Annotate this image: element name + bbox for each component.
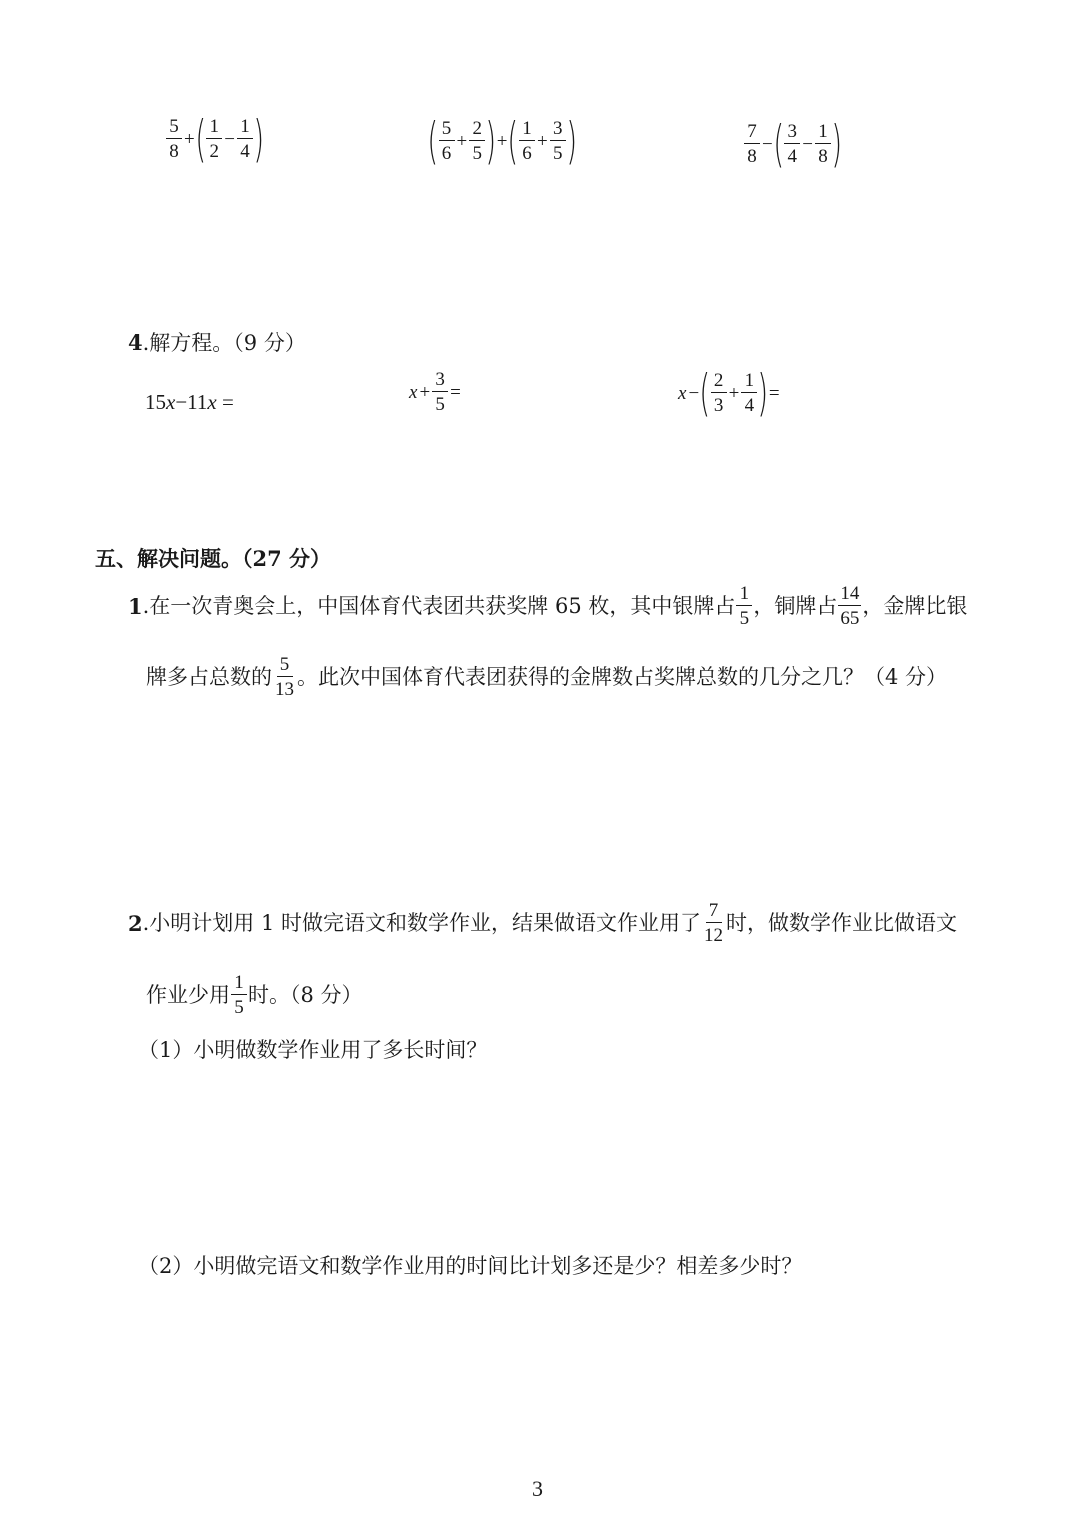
calc-expression-1: $\frac{5}{8}$ +( $\frac{1}{2}$ − $\frac{1}{4}$ ) xyxy=(165,114,263,164)
fraction: $\frac{5}{6}$ xyxy=(439,119,455,163)
question-2-line-1: 2.小明计划用 1 时做完语文和数学作业，结果做语文作业用了 $\frac{7}{12}$ 时，做数学作业比做语文 xyxy=(128,900,958,946)
equation-2: x + $\frac{3}{5}$ = xyxy=(409,369,461,415)
fraction: $\frac{5}{8}$ xyxy=(166,117,182,161)
section-5-heading: 五、解决问题。（27 分） xyxy=(95,546,332,571)
equation-3: x −( $\frac{2}{3}$ + $\frac{1}{4}$ )= xyxy=(678,364,780,422)
fraction: $\frac{1}{4}$ xyxy=(741,371,757,415)
left-paren: ( xyxy=(195,110,206,168)
right-paren: ) xyxy=(566,112,577,170)
equation-1: 15x−11x = xyxy=(145,390,234,414)
question-2-sub-1: （1）小明做数学作业用了多长时间？ xyxy=(138,1038,488,1062)
right-paren: ) xyxy=(831,115,843,173)
fraction: $\frac{5}{13}$ xyxy=(275,654,294,700)
left-paren: ( xyxy=(427,112,439,170)
left-paren: ( xyxy=(507,112,519,170)
fraction: $\frac{1}{8}$ xyxy=(815,122,831,166)
right-paren: ) xyxy=(253,110,265,168)
fraction: $\frac{14}{65}$ xyxy=(840,583,860,629)
fraction: $\frac{1}{6}$ xyxy=(519,119,535,163)
fraction: $\frac{7}{12}$ xyxy=(704,900,724,946)
page-number: 3 xyxy=(532,1476,543,1501)
left-paren: ( xyxy=(699,364,711,422)
fraction: $\frac{1}{5}$ xyxy=(231,973,247,1017)
fraction: $\frac{3}{5}$ xyxy=(550,119,566,163)
fraction: $\frac{7}{8}$ xyxy=(744,122,760,166)
fraction: $\frac{2}{5}$ xyxy=(469,119,485,163)
right-paren: ) xyxy=(757,364,769,422)
fraction: $\frac{3}{5}$ xyxy=(432,370,448,414)
fraction: $\frac{2}{3}$ xyxy=(711,371,727,415)
fraction: $\frac{1}{4}$ xyxy=(237,117,253,161)
fraction: $\frac{1}{2}$ xyxy=(206,117,222,161)
section-4-heading: 4.解方程。（9 分） xyxy=(128,330,306,355)
left-paren: ( xyxy=(773,115,784,173)
question-1-line-1: 1.在一次青奥会上，中国体育代表团共获奖牌 65 枚，其中银牌占 $\frac{1}{5}$ ，铜牌占 $\frac{14}{65}$ ，金牌比银 xyxy=(128,583,968,629)
question-2-line-2: 作业少用 $\frac{1}{5}$ 时。（8 分） xyxy=(146,972,363,1018)
fraction: $\frac{1}{5}$ xyxy=(736,584,752,628)
right-paren: ) xyxy=(485,112,497,170)
question-1-line-2: 牌多占总数的 $\frac{5}{13}$ 。此次中国体育代表团获得的金牌数占奖牌总数的几分之几？（4 分） xyxy=(146,654,948,700)
question-2-sub-2: （2）小明做完语文和数学作业用的时间比计划多还是少？相差多少时？ xyxy=(138,1254,803,1278)
calc-expression-3: $\frac{7}{8}$ −( $\frac{3}{4}$ − $\frac{1}{8}$ ) xyxy=(743,119,841,169)
calc-expression-2: ( $\frac{5}{6}$ + $\frac{2}{5}$ )+( $\frac{1}{6}$ + $\frac{3}{5}$ ) xyxy=(427,112,577,170)
fraction: $\frac{3}{4}$ xyxy=(784,122,800,166)
